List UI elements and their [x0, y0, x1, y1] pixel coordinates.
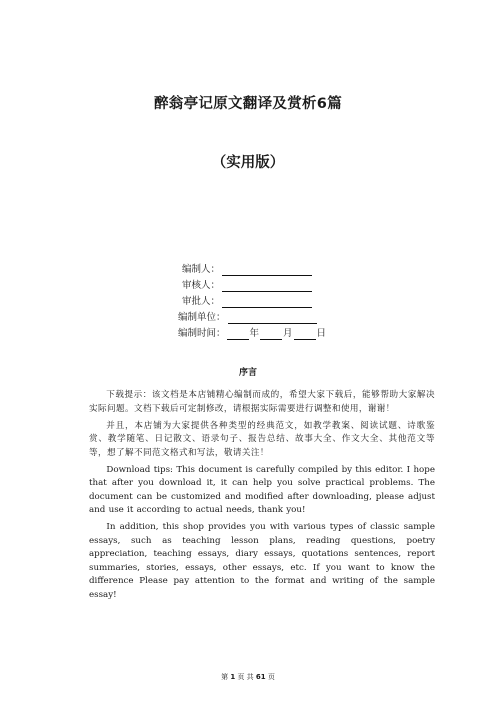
preface-heading: 序言 [238, 368, 257, 378]
time-label: 编制时间： [178, 328, 226, 339]
footer-prefix: 第 [221, 673, 229, 681]
unit-label: 编制单位： [178, 312, 226, 323]
paragraph-shop-info-en: In addition, this shop provides you with various types of classic sample essays, such as teaching lesson plans, reading questions, poetry appreciation, teaching essays, diary essays, quotations sentences, report summaries, stories, essays, other essays, etc. If you want to know the difference Please pay attention to the format and writing of the sample essay! [89, 522, 435, 600]
footer-suffix: 页 [267, 673, 275, 681]
day-label: 日 [316, 328, 327, 339]
reviewer-row [178, 278, 326, 294]
month-blank-line [260, 329, 282, 340]
approver-blank-line [222, 297, 312, 308]
approver-row [178, 294, 326, 310]
paragraph-download-tips-en: Download tips: This document is carefully compiled by this editor. I hope that after you download it, it can help you solve practical problems. The document can be customized and modified after downloading, please adjust and use it according to actual needs, thank you! [89, 464, 435, 515]
editor-row [178, 262, 326, 278]
month-label: 月 [283, 328, 293, 339]
paragraph-download-tips-cn: 下载提示：该文档是本店铺精心编制而成的，希望大家下载后，能够帮助大家解决实际问题。文档下载后可定制修改，请根据实际需要进行调整和使用，谢谢！ [89, 390, 435, 414]
approver-label: 审批人： [182, 296, 221, 307]
footer-middle: 页 共 [237, 673, 254, 681]
paragraph-shop-info-cn: 并且，本店铺为大家提供各种类型的经典范文，如教学教案、阅读试题、诗歌鉴赏、教学随笔、日记散文、语录句子、报告总结、故事大全、作文大全、其他范文等等，想了解不同范文格式和写法，敬请关注！ [89, 420, 435, 458]
document-subtitle: （实用版） [211, 155, 285, 171]
info-form [178, 262, 326, 342]
reviewer-label: 审核人： [182, 280, 221, 291]
footer-total-pages: 61 [255, 673, 266, 681]
unit-blank-line [228, 313, 317, 324]
preface-body [89, 389, 435, 606]
editor-blank-line [222, 265, 312, 276]
document-title: 醉翁亭记原文翻译及赏析6篇 [154, 96, 342, 112]
year-blank-line [227, 329, 249, 340]
page-footer [0, 672, 496, 682]
time-row [178, 326, 326, 342]
reviewer-blank-line [222, 281, 312, 292]
footer-page-number: 1 [230, 673, 236, 681]
year-label: 年 [249, 328, 260, 339]
unit-row [178, 310, 326, 326]
day-blank-line [294, 329, 316, 340]
editor-label: 编制人： [182, 264, 221, 275]
